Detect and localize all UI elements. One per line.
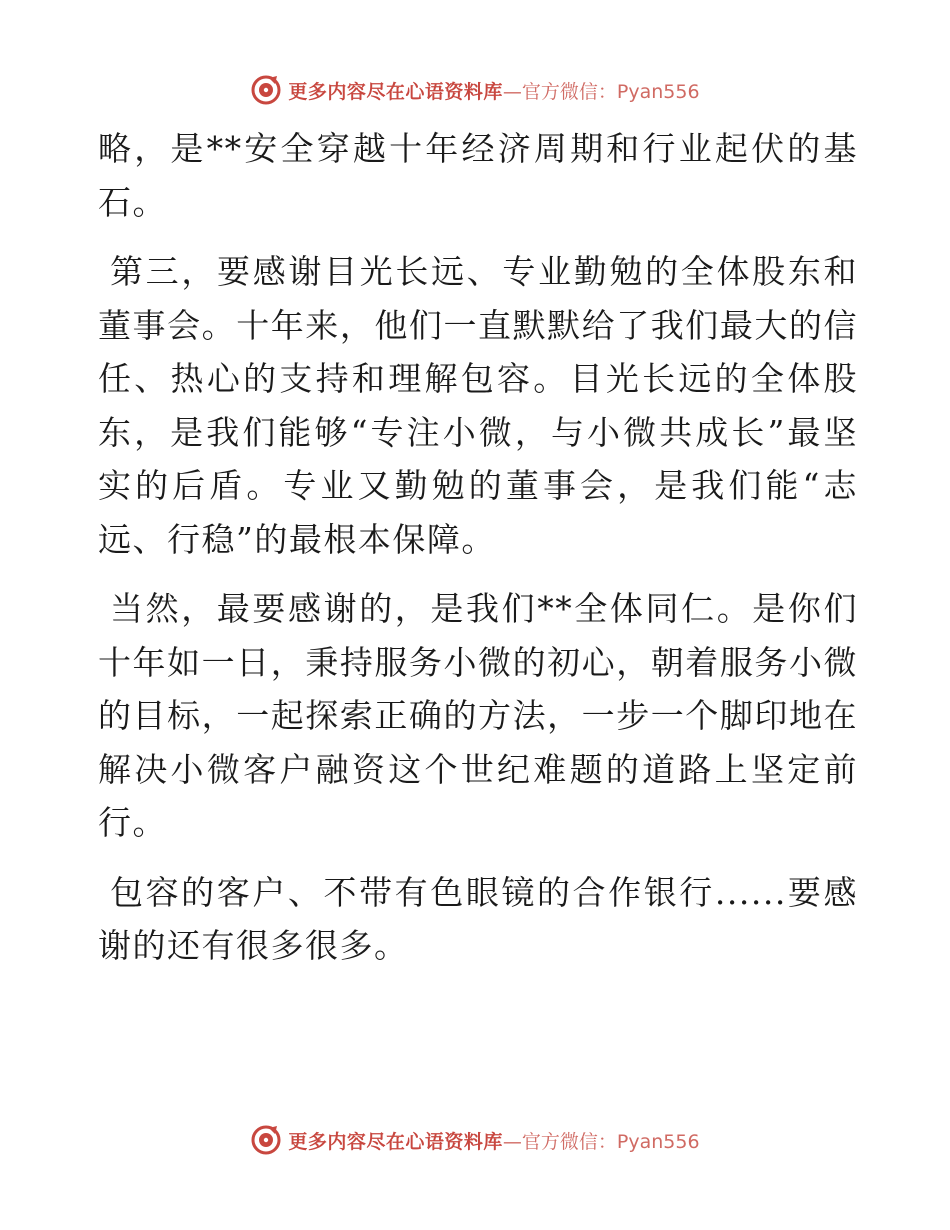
pen-nib-circle-icon — [250, 74, 282, 106]
paragraph-1: 略，是**安全穿越十年经济周期和行业起伏的基石。 — [98, 129, 858, 222]
pen-nib-circle-icon — [250, 1124, 282, 1156]
paragraph-3: 当然，最要感谢的，是我们**全体同仁。是你们十年如一日，秉持服务小微的初心，朝着服务小微的目标，一起探索正确的方法，一步一个脚印地在解决小微客户融资这个世纪难题的道路上坚定前行。 — [98, 589, 858, 842]
header-banner-contact: —官方微信：Pyan556 — [502, 80, 700, 103]
paragraph-2: 第三，要感谢目光长远、专业勤勉的全体股东和董事会。十年来，他们一直默默给了我们最大的信任、热心的支持和理解包容。目光长远的全体股东，是我们能够“专注小微，与小微共成长”最坚实的后盾。专业又勤勉的董事会，是我们能“志远、行稳”的最根本保障。 — [98, 252, 858, 559]
paragraph-4: 包容的客户、不带有色眼镜的合作银行......要感谢的还有很多很多。 — [98, 872, 858, 965]
footer-watermark-banner — [0, 1120, 950, 1160]
header-banner-text: 更多内容尽在心语资料库 — [288, 80, 503, 103]
document-body — [98, 122, 858, 989]
footer-banner-contact: —官方微信：Pyan556 — [502, 1130, 700, 1153]
header-watermark-banner — [0, 70, 950, 110]
footer-banner-text: 更多内容尽在心语资料库 — [288, 1130, 503, 1153]
